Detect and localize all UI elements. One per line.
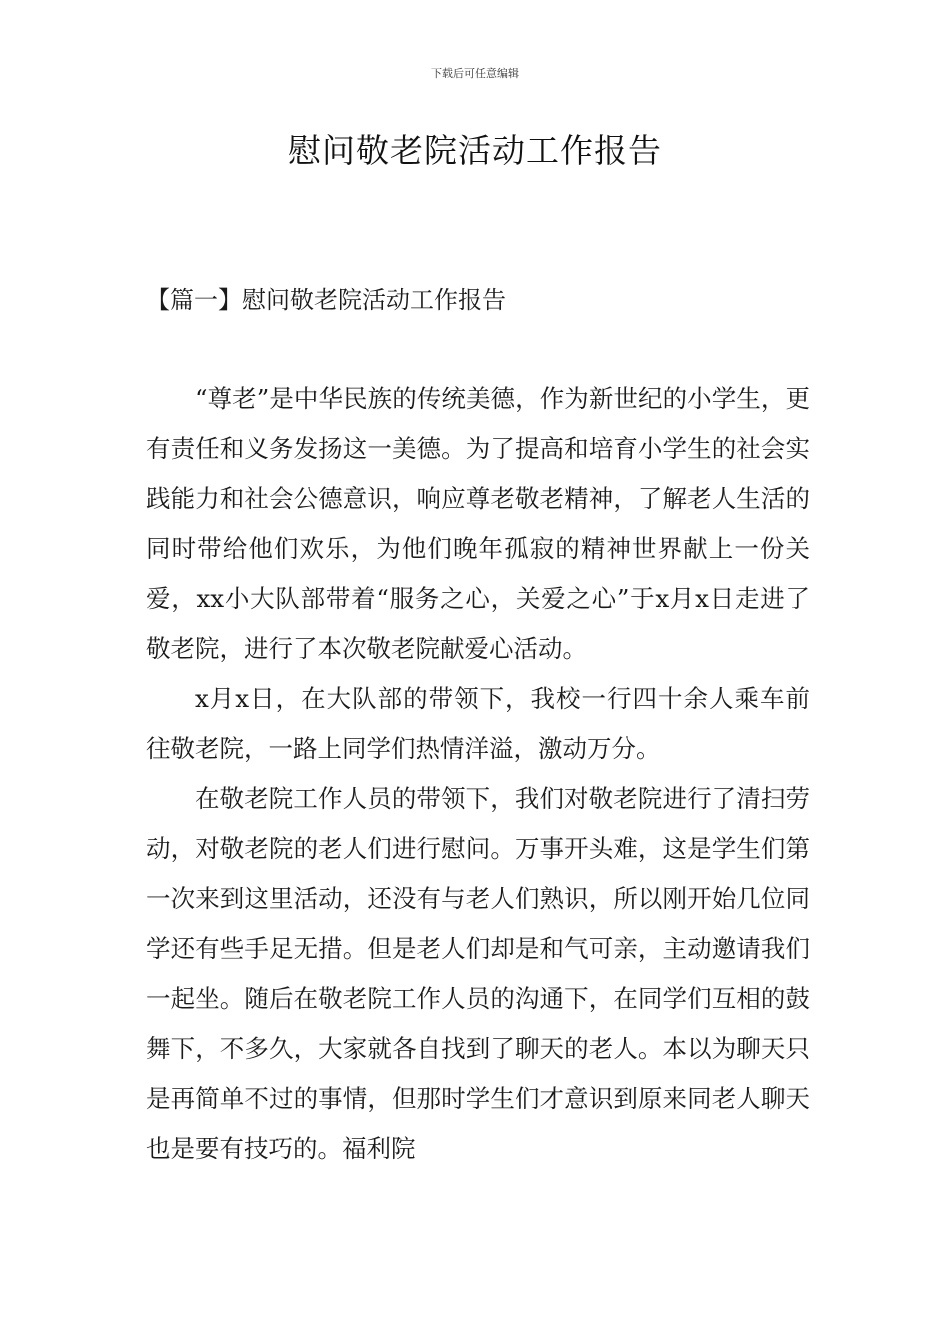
body-text bbox=[146, 374, 810, 1174]
section-heading: 【篇一】慰问敬老院活动工作报告 bbox=[146, 286, 506, 314]
document-title: 慰问敬老院活动工作报告 bbox=[288, 131, 662, 170]
paragraph-2: x月x日，在大队部的带领下，我校一行四十余人乘车前往敬老院，一路上同学们热情洋溢，激动万分。 bbox=[146, 684, 810, 763]
paragraph-3: 在敬老院工作人员的带领下，我们对敬老院进行了清扫劳动，对敬老院的老人们进行慰问。万事开头难，这是学生们第一次来到这里活动，还没有与老人们熟识，所以刚开始几位同学还有些手足无措。但是老人们却是和气可亲，主动邀请我们一起坐。随后在敬老院工作人员的沟通下，在同学们互相的鼓舞下，不多久，大家就各自找到了聊天的老人。本以为聊天只是再简单不过的事情，但那时学生们才意识到原来同老人聊天也是要有技巧的。福利院 bbox=[146, 784, 810, 1163]
header-note: 下载后可任意编辑 bbox=[431, 67, 519, 80]
paragraph-1: “尊老”是中华民族的传统美德，作为新世纪的小学生，更有责任和义务发扬这一美德。为了提高和培育小学生的社会实践能力和社会公德意识，响应尊老敬老精神，了解老人生活的同时带给他们欢乐，为他们晚年孤寂的精神世界献上一份关爱，xx小大队部带着“服务之心，关爱之心”于x月x日走进了敬老院，进行了本次敬老院献爱心活动。 bbox=[146, 384, 810, 663]
